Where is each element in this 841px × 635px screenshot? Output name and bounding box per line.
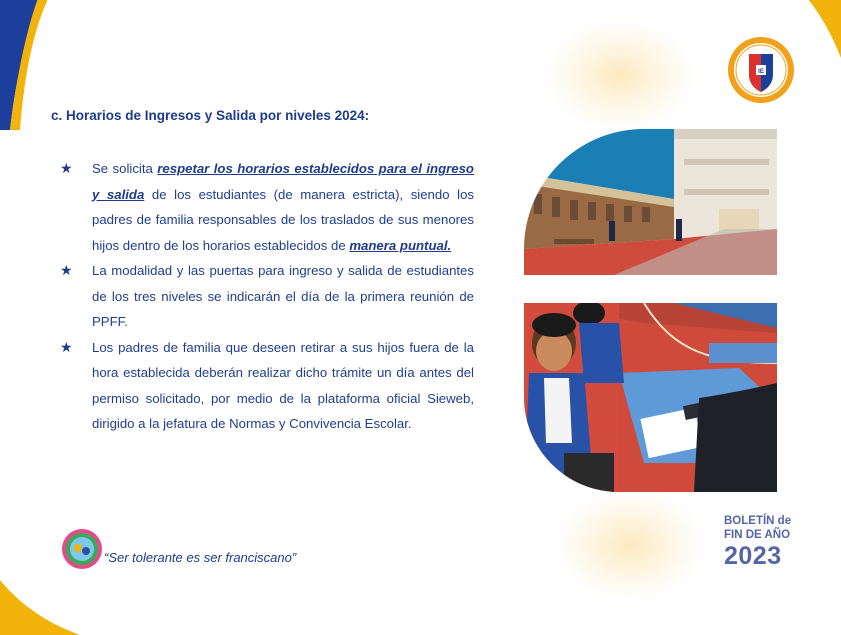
glow-bottom [555, 490, 705, 600]
section-heading: c. Horarios de Ingresos y Salida por niveles 2024: [51, 108, 370, 123]
school-crest-logo [727, 36, 795, 104]
list-item [60, 258, 474, 335]
franciscan-badge-logo [61, 528, 103, 570]
bullet-emphasis: manera puntual. [349, 237, 452, 253]
star-icon: ★ [60, 338, 73, 355]
bullet-text: Los padres de familia que deseen retirar a sus hijos fuera de la hora establecida deberán realizar dicho trámite un día antes del permiso solicitado, por medio de la plataforma oficial Sieweb, dirigido a la jefatura de Normas y Convivencia Escolar. [92, 339, 474, 431]
bullet-text: de los estudiantes (de manera estricta), siendo los padres de familia responsables de los traslados de sus menores hijos dentro de los horarios establecidos de [92, 186, 475, 253]
newsletter-line-1: BOLETÍN de [724, 515, 792, 527]
students-check-in-photo [524, 303, 777, 492]
newsletter-line-2: FIN DE AÑO [724, 529, 791, 541]
star-icon: ★ [60, 160, 73, 176]
newsletter-title [724, 514, 814, 570]
star-icon: ★ [60, 262, 73, 278]
motto-text: “Ser tolerante es ser franciscano” [104, 550, 297, 565]
list-item [60, 156, 474, 258]
corner-decoration-top-right [791, 0, 841, 140]
bullet-list [60, 156, 474, 437]
school-courtyard-photo [524, 129, 777, 275]
svg-text:IE: IE [758, 69, 764, 75]
bullet-emphasis: respetar los horarios establecidos para el ingreso y salida [92, 161, 474, 202]
bullet-text: La modalidad y las puertas para ingreso y salida de estudiantes de los tres niveles se indicarán el día de la primera reunión de PPFF. [92, 263, 474, 329]
newsletter-year: 2023 [724, 542, 782, 570]
bullet-text: Se solicita [92, 161, 158, 176]
list-item [60, 335, 474, 437]
glow-top [545, 20, 695, 130]
